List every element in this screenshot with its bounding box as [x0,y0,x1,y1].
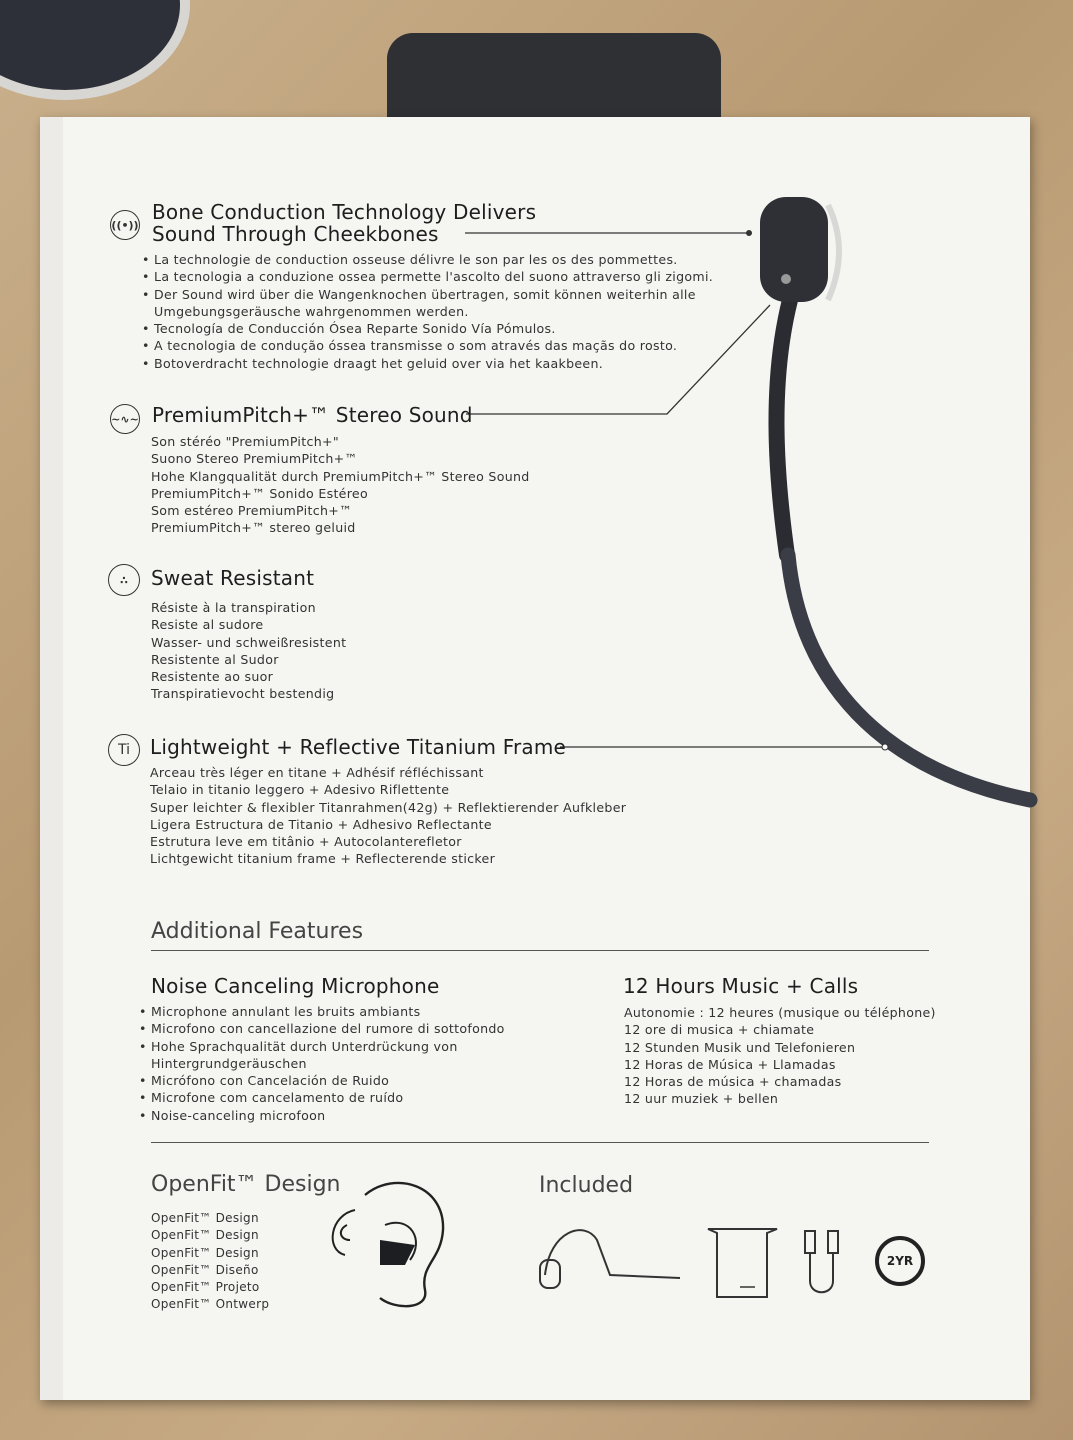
battery-list: Autonomie : 12 heures (musique ou téléphone) 12 ore di musica + chiamate 12 Stunden Musik und Telefonieren 12 Horas de Música + Llamadas 12 Horas de música + chamadas 12 uur muziek + bellen [624,1005,936,1107]
mic-list: • Microphone annulant les bruits ambiants • Microfono con cancellazione del rumore di sottofondo • Hohe Sprachqualität durch Unterdrückung von Hintergrundgeräuschen • Micrófono con Cancelación de Ruido • Microfone com cancelamento de ruído • Noise-canceling microfoon [139,1003,505,1124]
carry-pouch-icon [705,1225,780,1300]
openfit-list: OpenFit™ Design OpenFit™ Design OpenFit™ Design OpenFit™ Diseño OpenFit™ Projeto OpenFit™ Ontwerp [151,1211,270,1312]
usb-cable-icon [800,1226,845,1298]
openfit-heading: OpenFit™ Design [151,1172,341,1197]
mic-title: Noise Canceling Microphone [151,974,440,998]
additional-features-heading: Additional Features [151,919,364,944]
feature-list-titanium: Arceau très léger en titane + Adhésif réfléchissant Telaio in titanio leggero + Adesivo Riflettente Super leichter & flexibler Titanrahmen(42g) + Reflektierender Aufkleber Ligera Estructura de Titanio + Adhesivo Reflectante Estrutura leve em titânio + Autocolanterefletor Lichtgewicht titanium frame + Reflecterende sticker [150,765,627,867]
feature-title-titanium: Lightweight + Reflective Titanium Frame [150,735,567,759]
feature-list-sweat: Résiste à la transpiration Resiste al sudore Wasser- und schweißresistent Resistente al Sudor Resistente ao suor Transpiratievocht bestendig [151,600,347,702]
included-heading: Included [539,1173,634,1198]
feature-list-premiumpitch: Son stéréo "PremiumPitch+" Suono Stereo PremiumPitch+™ Hohe Klangqualität durch PremiumPitch+™ Stereo Sound PremiumPitch+™ Sonido Estéreo Som estéreo PremiumPitch+™ PremiumPitch+™ stereo geluid [151,434,530,536]
bone-conduction-icon: ((•)) [110,210,140,240]
warranty-badge-icon: 2YR [875,1236,925,1286]
ear-icon [325,1170,460,1315]
titanium-icon: Ti [108,734,140,766]
battery-title: 12 Hours Music + Calls [623,974,859,998]
feature-title-bone-conduction: Bone Conduction Technology Delivers Sound Through Cheekbones [152,200,537,246]
feature-list-bone-conduction: • La technologie de conduction osseuse délivre le son par les os des pommettes. • La tecnologia a conduzione ossea permette l'ascolto del suono attraverso gli zigomi. • Der Sound wird über die Wangenknochen übertragen, somit können weiterhin alle Umgebungsgeräusche wahrgenommen werden. • Tecnología de Conducción Ósea Reparte Sonido Vía Pómulos. • A tecnologia de condução óssea transmisse o som através das maçãs do rosto. • Botoverdracht technologie draagt het geluid over via het kaakbeen. [142,251,713,372]
sweat-drops-icon: ∴ [108,564,140,596]
headphones-icon [535,1220,685,1300]
divider [151,1142,929,1143]
feature-title-premiumpitch: PremiumPitch+™ Stereo Sound [152,403,473,427]
divider [151,950,929,951]
soundwave-icon: ~∿~ [110,404,140,434]
feature-title-sweat: Sweat Resistant [151,566,315,590]
